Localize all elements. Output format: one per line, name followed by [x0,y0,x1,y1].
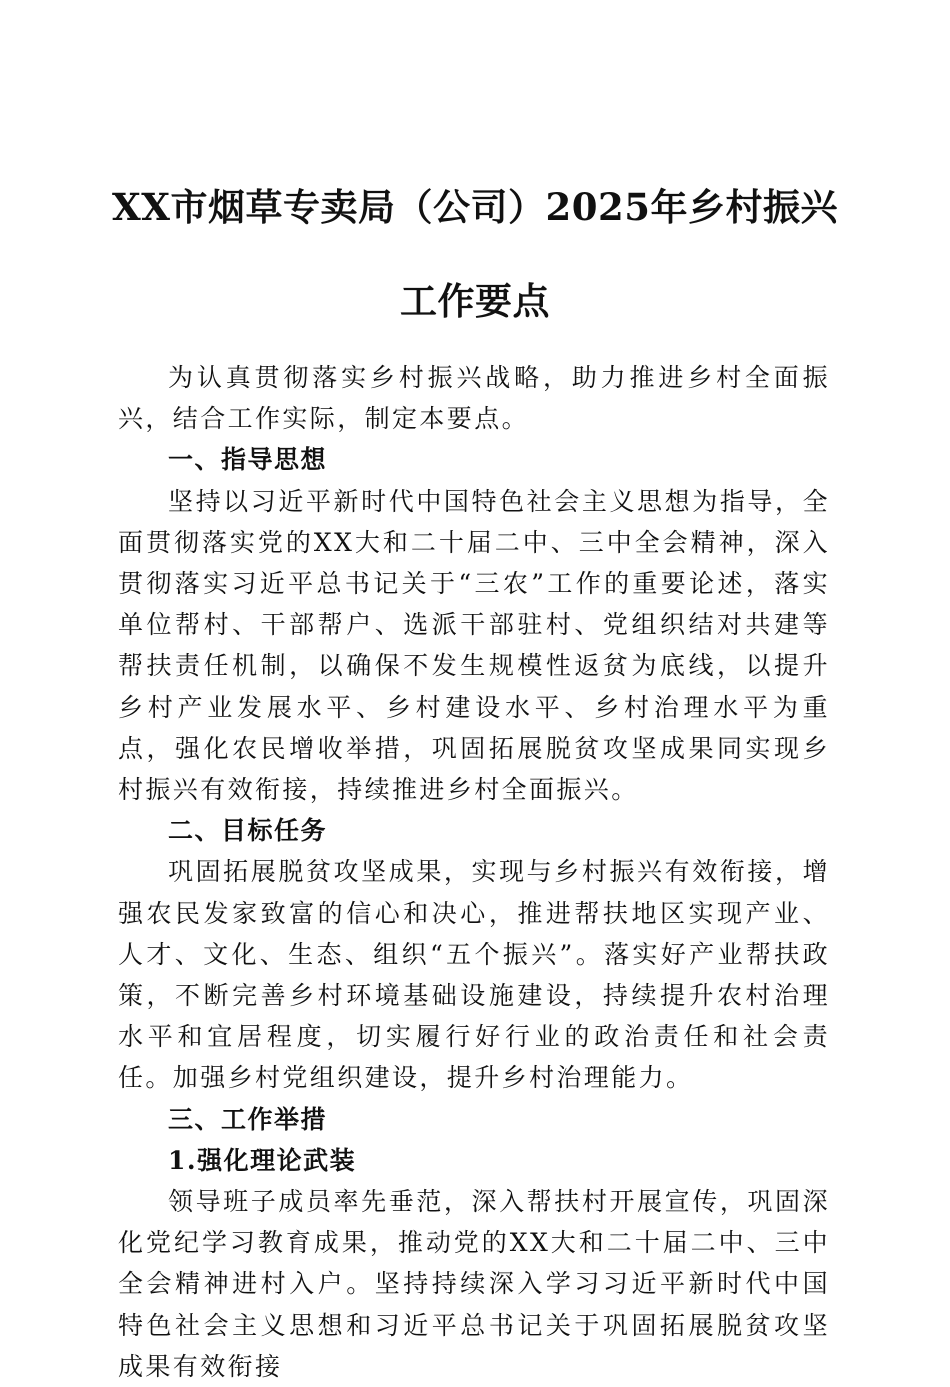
section-heading-objectives: 二、目标任务 [168,816,328,846]
section-paragraph-guiding-ideology: 坚持以习近平新时代中国特色社会主义思想为指导，全面贯彻落实党的XX大和二十届二中、三中全会精神，深入贯彻落实习近平总书记关于“三农”工作的重要论述，落实单位帮村、干部帮户、选派干部驻村、党组织结对共建等帮扶责任机制，以确保不发生规模性返贫为底线，以提升乡村产业发展水平、乡村建设水平、乡村治理水平为重点，强化农民增收举措，巩固拓展脱贫攻坚成果同实现乡村振兴有效衔接，持续推进乡村全面振兴。 [118,486,830,805]
section-paragraph-objectives: 巩固拓展脱贫攻坚成果，实现与乡村振兴有效衔接，增强农民发家致富的信心和决心，推进帮扶地区实现产业、人才、文化、生态、组织“五个振兴”。落实好产业帮扶政策，不断完善乡村环境基础设施建设，持续提升农村治理水平和宜居程度，切实履行好行业的政治责任和社会责任。加强乡村党组织建设，提升乡村治理能力。 [118,857,830,1093]
section-heading-guiding-ideology: 一、指导思想 [168,445,328,475]
document-body [118,357,830,1387]
intro-paragraph: 为认真贯彻落实乡村振兴战略，助力推进乡村全面振兴，结合工作实际，制定本要点。 [118,363,830,434]
document-title: XX市烟草专卖局（公司）2025年乡村振兴工作要点 [112,185,838,323]
subsection-paragraph-theory: 领导班子成员率先垂范，深入帮扶村开展宣传，巩固深化党纪学习教育成果，推动党的XX大和二十届二中、三中全会精神进村入户。坚持持续深入学习习近平新时代中国特色社会主义思想和习近平总书记关于巩固拓展脱贫攻坚成果有效衔接 [118,1187,830,1381]
section-heading-measures: 三、工作举措 [168,1104,328,1134]
subsection-heading-theory: 1.强化理论武装 [168,1145,357,1175]
